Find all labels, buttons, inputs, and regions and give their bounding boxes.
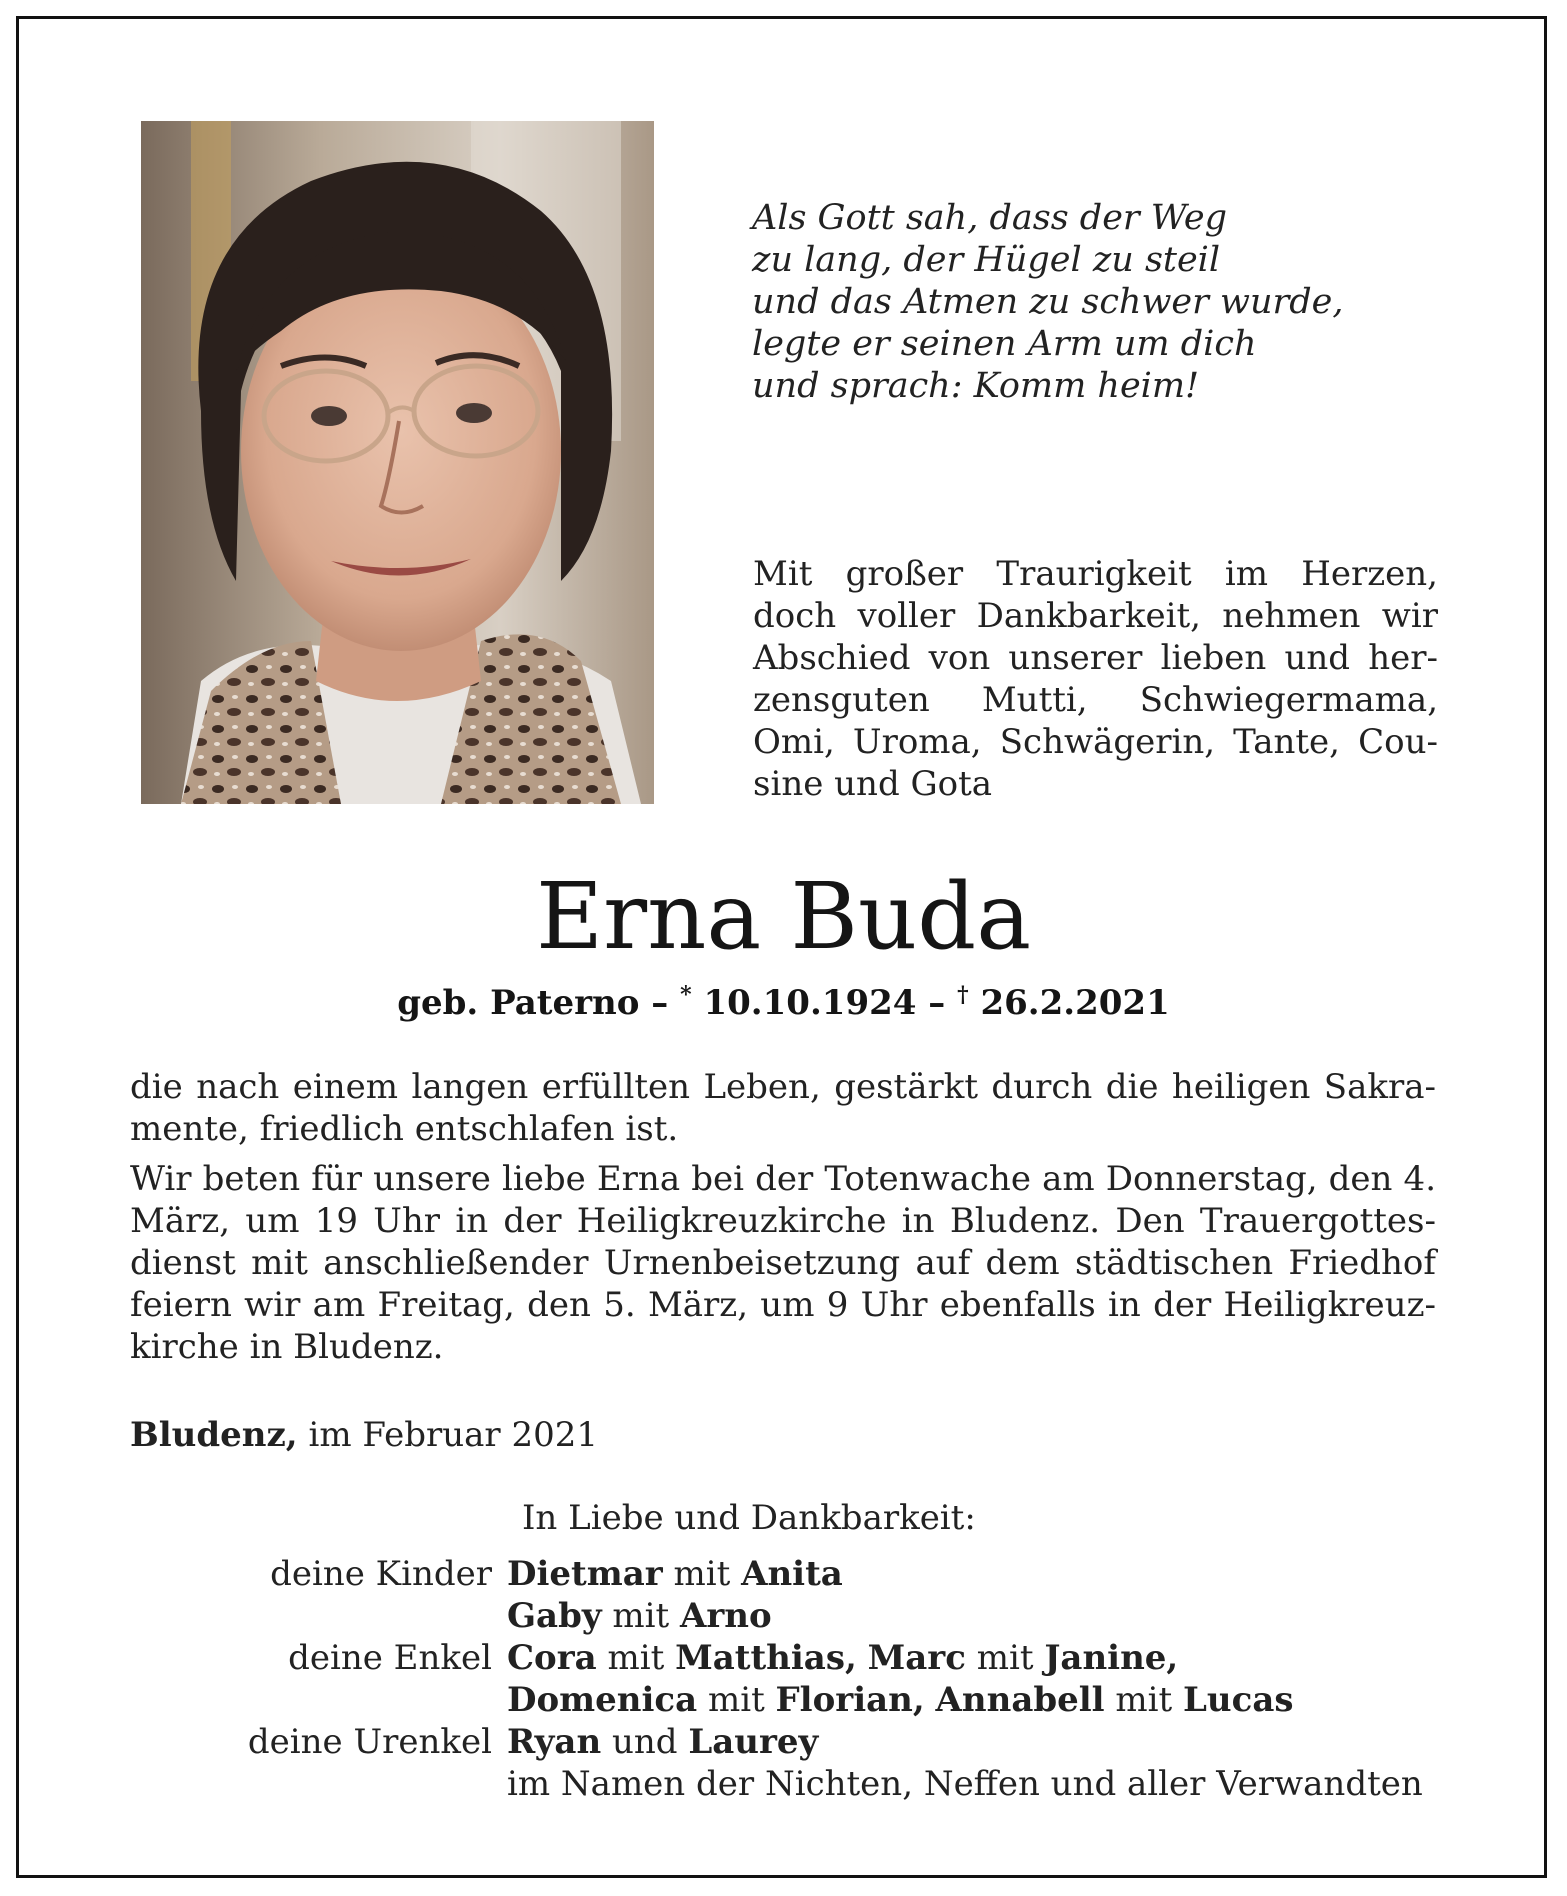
poem-line: zu lang, der Hügel zu steil	[752, 240, 1221, 280]
closing-line: im Namen der Nichten, Neffen und aller Verwandten	[507, 1764, 1423, 1804]
family-list	[180, 1553, 1460, 1805]
place-city: Bludenz,	[130, 1415, 298, 1455]
birth-date: 10.10.1924	[703, 983, 917, 1023]
birth-symbol: *	[680, 982, 692, 1008]
grandchildren-line-2	[507, 1679, 1294, 1721]
child-name: Gaby	[507, 1596, 602, 1636]
grandchild-name: Annabell	[935, 1680, 1105, 1720]
family-row	[180, 1721, 1460, 1763]
connector: und	[611, 1722, 678, 1762]
poem-line: legte er seinen Arm um dich	[752, 324, 1257, 364]
family-row	[180, 1637, 1460, 1679]
family-row	[180, 1553, 1460, 1595]
children-line-2	[507, 1595, 772, 1637]
children-line-1	[507, 1553, 843, 1595]
partner-name: Lucas	[1183, 1680, 1294, 1720]
family-row	[180, 1679, 1460, 1721]
grandchild-name: Cora	[507, 1638, 597, 1678]
child-name: Dietmar	[507, 1554, 663, 1594]
place-date	[130, 1414, 598, 1456]
greatgrandchildren-line	[507, 1721, 818, 1763]
connector: mit	[707, 1680, 765, 1720]
portrait-photo	[141, 121, 654, 804]
grandchildren-label: deine Enkel	[288, 1638, 492, 1678]
place-month: im Februar 2021	[308, 1415, 599, 1455]
body-paragraph-1: die nach einem langen erfüllten Leben, gestärkt durch die heiligen Sakramente, friedlich entschlafen ist.	[130, 1067, 1436, 1149]
family-row	[180, 1763, 1460, 1805]
greatgrandchildren-label: deine Urenkel	[247, 1722, 492, 1762]
poem-line: Als Gott sah, dass der Weg	[752, 198, 1227, 238]
connector: mit	[976, 1638, 1034, 1678]
partner-name: Arno	[680, 1596, 772, 1636]
body-text	[130, 1066, 1436, 1376]
poem-line: und sprach: Komm heim!	[752, 366, 1200, 406]
partner-name: Matthias,	[675, 1638, 857, 1678]
grandchild-name: Marc	[867, 1638, 966, 1678]
connector: mit	[673, 1554, 731, 1594]
connector: mit	[612, 1596, 670, 1636]
grandchild-name: Domenica	[507, 1680, 698, 1720]
grandchildren-line-1	[507, 1637, 1178, 1679]
partner-name: Anita	[741, 1554, 843, 1594]
birth-name: geb. Paterno	[397, 983, 640, 1023]
greatgrandchild-name: Laurey	[688, 1722, 819, 1762]
poem-line: und das Atmen zu schwer wurde,	[752, 282, 1344, 322]
death-symbol: †	[957, 982, 969, 1008]
family-row	[180, 1595, 1460, 1637]
deceased-name: Erna Buda	[535, 863, 1032, 970]
partner-name: Florian,	[775, 1680, 925, 1720]
connector: mit	[1115, 1680, 1173, 1720]
children-label: deine Kinder	[270, 1554, 492, 1594]
greatgrandchild-name: Ryan	[507, 1722, 602, 1762]
connector: mit	[607, 1638, 665, 1678]
signoff-intro: In Liebe und Dankbarkeit:	[522, 1498, 976, 1538]
death-date: 26.2.2021	[980, 983, 1170, 1023]
partner-name: Janine,	[1044, 1638, 1179, 1678]
life-dates: geb. Paterno – * 10.10.1924 – † 26.2.2021	[397, 982, 1170, 1023]
poem	[752, 197, 1352, 407]
body-paragraph-2: Wir beten für unsere liebe Erna bei der Totenwache am Donnerstag, den 4. März, um 19 Uhr in der Heiligkreuzkirche in Bludenz. Den Trauergottesdienst mit anschließender Urnenbeisetzung auf dem städtischen Friedhof feiern wir am Freitag, den 5. März, um 9 Uhr ebenfalls in der Heiligkreuzkirche in Bludenz.	[130, 1159, 1436, 1367]
intro-text: Mit großer Traurigkeit im Herzen, doch voller Dankbarkeit, nehmen wir Abschied von unserer lieben und herzensguten Mutti, Schwiegermama, Omi, Uroma, Schwägerin, Tante, Cousine und Gota	[753, 554, 1438, 804]
